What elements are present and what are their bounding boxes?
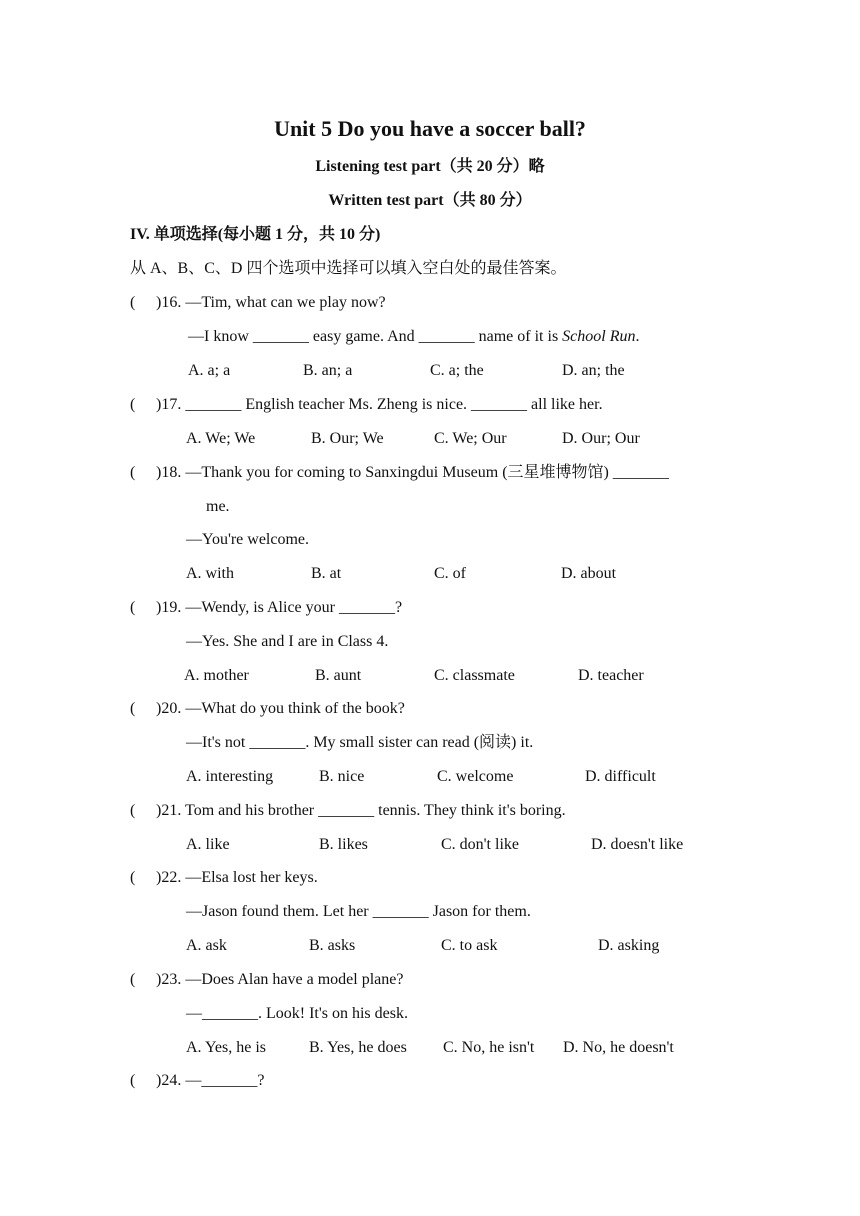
question-line: —It's not _______. My small sister can read (阅读) it. (186, 734, 534, 751)
answer-paren: ( (130, 464, 136, 481)
option-c: C. classmate (434, 667, 515, 684)
option-c: C. We; Our (434, 430, 507, 447)
option-b: B. Yes, he does (309, 1039, 407, 1056)
question-stem: )19. —Wendy, is Alice your _______? (156, 599, 403, 616)
answer-paren: ( (130, 396, 136, 413)
option-c: C. No, he isn't (443, 1039, 535, 1056)
answer-paren: ( (130, 700, 136, 717)
option-a: A. ask (186, 937, 227, 954)
option-d: D. doesn't like (591, 836, 684, 853)
option-b: B. nice (319, 768, 365, 785)
option-a: A. interesting (186, 768, 274, 785)
answer-paren: ( (130, 802, 136, 819)
answer-paren: ( (130, 1072, 136, 1089)
question-line: —Jason found them. Let her _______ Jason for them. (186, 903, 531, 920)
option-a: A. mother (184, 667, 249, 684)
listening-part-heading: Listening test part（共 20 分）略 (315, 158, 545, 175)
question-stem: )23. —Does Alan have a model plane? (156, 971, 404, 988)
option-d: D. about (561, 565, 617, 582)
option-d: D. teacher (578, 667, 644, 684)
answer-paren: ( (130, 869, 136, 886)
section-heading: IV. 单项选择(每小题 1 分，共 10 分) (130, 226, 381, 243)
option-d: D. Our; Our (562, 430, 640, 447)
option-b: B. likes (319, 836, 368, 853)
option-a: A. with (186, 565, 234, 582)
answer-paren: ( (130, 971, 136, 988)
option-c: C. of (434, 565, 466, 582)
section-instruction: 从 A、B、C、D 四个选项中选择可以填入空白处的最佳答案。 (130, 260, 567, 277)
option-b: B. an; a (303, 362, 353, 379)
option-a: A. like (186, 836, 230, 853)
option-d: D. difficult (585, 768, 656, 785)
question-stem: )17. _______ English teacher Ms. Zheng is nice. _______ all like her. (156, 396, 603, 413)
option-c: C. to ask (441, 937, 498, 954)
option-a: A. a; a (188, 362, 231, 379)
option-c: C. a; the (430, 362, 484, 379)
page-title: Unit 5 Do you have a soccer ball? (274, 116, 586, 141)
option-c: C. don't like (441, 836, 519, 853)
option-d: D. asking (598, 937, 660, 954)
question-line: —Yes. She and I are in Class 4. (186, 633, 389, 650)
question-line: —I know _______ easy game. And _______ name of it is School Run. (188, 328, 640, 345)
option-b: B. Our; We (311, 430, 384, 447)
question-stem: )24. —_______? (156, 1072, 265, 1089)
option-b: B. aunt (315, 667, 362, 684)
written-part-heading: Written test part（共 80 分） (328, 192, 532, 209)
option-c: C. welcome (437, 768, 514, 785)
option-b: B. at (311, 565, 342, 582)
option-a: A. Yes, he is (186, 1039, 267, 1056)
option-a: A. We; We (186, 430, 256, 447)
option-d: D. an; the (562, 362, 625, 379)
question-stem: )22. —Elsa lost her keys. (156, 869, 318, 886)
question-line: —You're welcome. (186, 531, 310, 548)
question-stem: )21. Tom and his brother _______ tennis. They think it's boring. (156, 802, 566, 819)
question-stem: )18. —Thank you for coming to Sanxingdui Museum (三星堆博物馆) _______ (156, 464, 669, 481)
answer-paren: ( (130, 294, 136, 311)
question-line: —_______. Look! It's on his desk. (186, 1005, 408, 1022)
question-stem: )16. —Tim, what can we play now? (156, 294, 386, 311)
question-stem: )20. —What do you think of the book? (156, 700, 405, 717)
option-b: B. asks (309, 937, 356, 954)
option-d: D. No, he doesn't (563, 1039, 674, 1056)
question-stem-continued: me. (206, 498, 230, 515)
answer-paren: ( (130, 599, 136, 616)
